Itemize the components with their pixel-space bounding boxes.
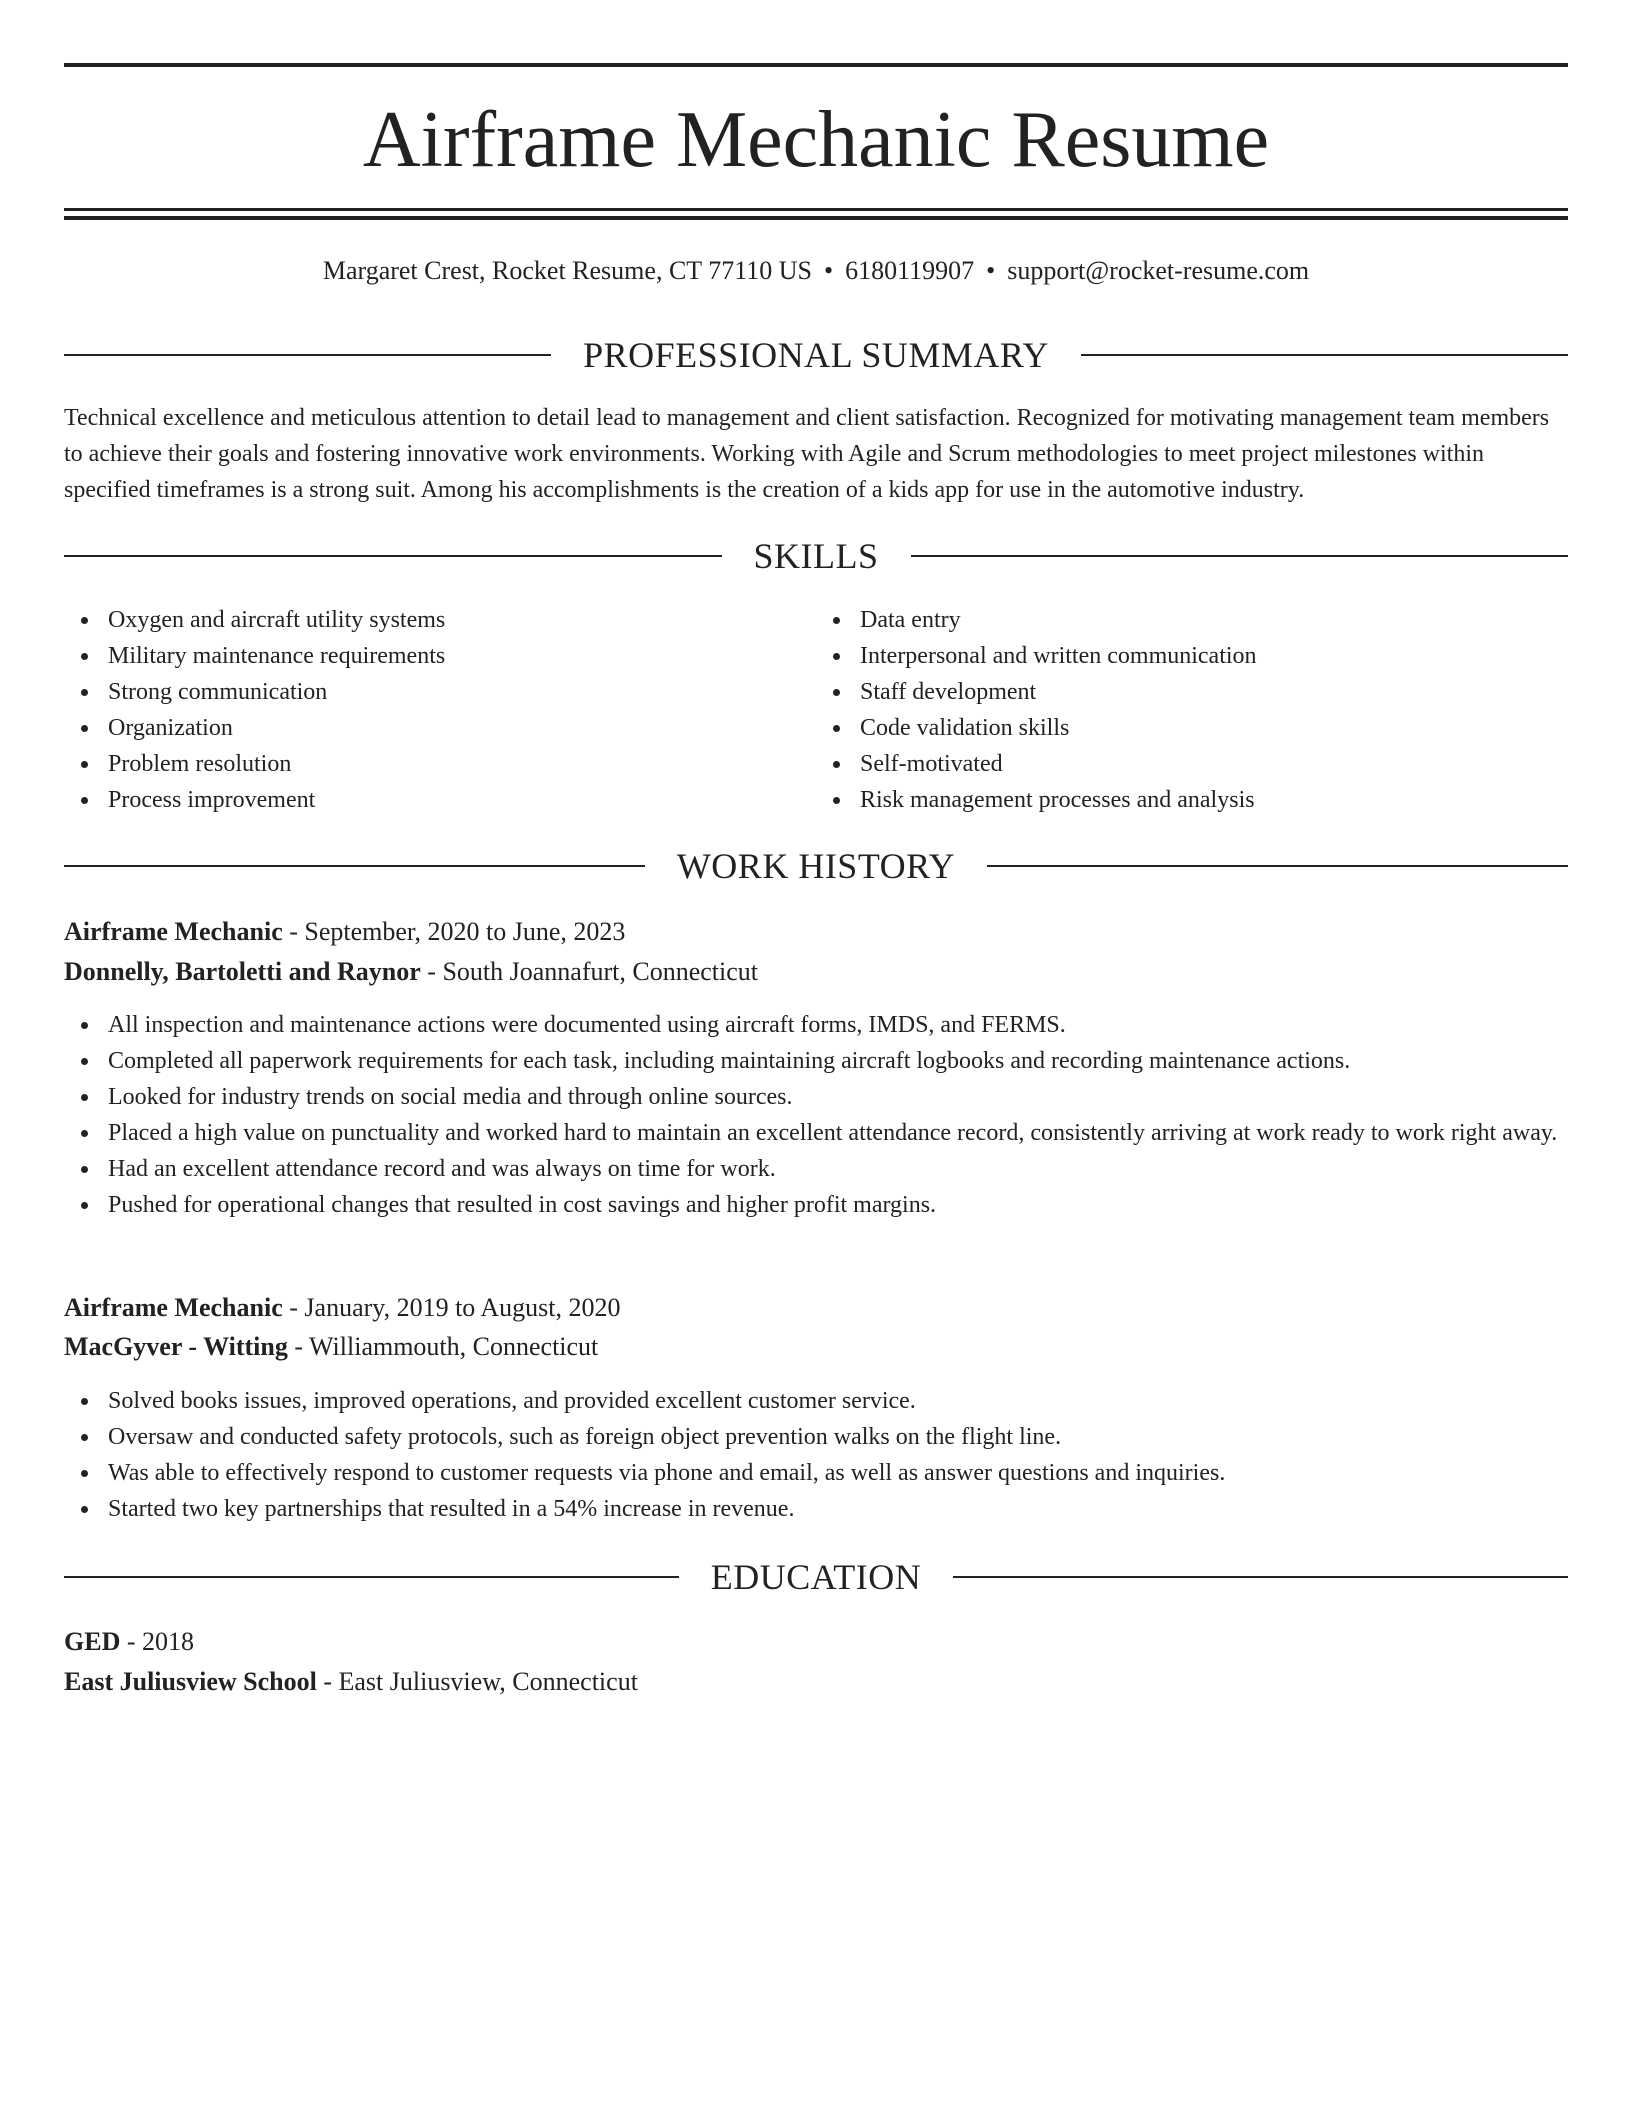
job-company-line <box>64 1327 1568 1367</box>
job-bullet: Had an excellent attendance record and was always on time for work. <box>64 1151 1568 1187</box>
job-location: - South Joannafurt, Connecticut <box>420 957 759 986</box>
skills-column-right <box>816 602 1568 818</box>
heading-rule-right <box>987 865 1568 867</box>
job-bullets <box>64 1383 1568 1527</box>
contact-phone: 6180119907 <box>845 256 975 285</box>
skill-item: Code validation skills <box>816 710 1568 746</box>
job-company-line <box>64 952 1568 992</box>
summary-heading-label: PROFESSIONAL SUMMARY <box>583 335 1049 375</box>
job-dates: - September, 2020 to June, 2023 <box>282 917 626 946</box>
job-bullet: Completed all paperwork requirements for each task, including maintaining aircraft logbooks and recording maintenance actions. <box>64 1043 1568 1079</box>
summary-text: Technical excellence and meticulous attention to detail lead to management and client satisfaction. Recognized for motivating management team members to achieve their goals and fostering innovative work environments. Working with Agile and Scrum methodologies to meet project milestones within specified timeframes is a strong suit. Among his accomplishments is the creation of a kids app for use in the automotive industry. <box>64 405 1550 503</box>
skills-column-left <box>64 602 816 818</box>
skill-item: Interpersonal and written communication <box>816 638 1568 674</box>
education-year: - 2018 <box>120 1627 195 1656</box>
job-dates: - January, 2019 to August, 2020 <box>282 1293 621 1322</box>
contact-line <box>64 253 1568 289</box>
skill-item: Problem resolution <box>64 746 816 782</box>
education-degree: GED <box>64 1627 121 1656</box>
contact-email: support@rocket-resume.com <box>1007 256 1310 285</box>
job-title: Airframe Mechanic <box>64 1293 283 1322</box>
job-bullet: Started two key partnerships that resulted in a 54% increase in revenue. <box>64 1491 1568 1527</box>
work-history-heading <box>64 844 1568 888</box>
job-title-line <box>64 912 1568 952</box>
job-bullet: Looked for industry trends on social media and through online sources. <box>64 1079 1568 1115</box>
education-location: - East Juliusview, Connecticut <box>316 1667 638 1696</box>
skill-item: Strong communication <box>64 674 816 710</box>
skill-item: Organization <box>64 710 816 746</box>
education-school-line <box>64 1662 1568 1702</box>
heading-rule-right <box>911 555 1569 557</box>
skills-heading <box>64 534 1568 578</box>
skill-item: Process improvement <box>64 782 816 818</box>
contact-separator: • <box>823 256 834 285</box>
contact-separator: • <box>986 256 996 285</box>
heading-rule-right <box>953 1576 1568 1578</box>
heading-rule-left <box>64 555 722 557</box>
summary-heading <box>64 333 1568 377</box>
skill-item: Risk management processes and analysis <box>816 782 1568 818</box>
skill-item: Military maintenance requirements <box>64 638 816 674</box>
job-bullet: All inspection and maintenance actions were documented using aircraft forms, IMDS, and FERMS. <box>64 1007 1568 1043</box>
job-bullet: Placed a high value on punctuality and worked hard to maintain an excellent attendance record, consistently arriving at work ready to work right away. <box>64 1115 1568 1151</box>
page-title: Airframe Mechanic Resume <box>362 96 1270 184</box>
heading-rule-left <box>64 1576 679 1578</box>
skills-heading-label: SKILLS <box>753 536 879 576</box>
job-bullets <box>64 1007 1568 1223</box>
heading-rule-left <box>64 865 645 867</box>
title-double-rule <box>64 208 1568 220</box>
top-rule <box>64 63 1568 67</box>
job-bullet: Oversaw and conducted safety protocols, such as foreign object prevention walks on the flight line. <box>64 1419 1568 1455</box>
job-bullet: Was able to effectively respond to customer requests via phone and email, as well as answer questions and inquiries. <box>64 1455 1568 1491</box>
job-title-line <box>64 1288 1568 1328</box>
education-heading <box>64 1555 1568 1599</box>
job-bullet: Pushed for operational changes that resulted in cost savings and higher profit margins. <box>64 1187 1568 1223</box>
skill-item: Oxygen and aircraft utility systems <box>64 602 816 638</box>
heading-rule-left <box>64 354 551 356</box>
skill-item: Staff development <box>816 674 1568 710</box>
education-school: East Juliusview School <box>64 1667 317 1696</box>
job-title: Airframe Mechanic <box>64 917 283 946</box>
education-degree-line <box>64 1622 1568 1662</box>
job-company: Donnelly, Bartoletti and Raynor <box>64 957 421 986</box>
education-heading-label: EDUCATION <box>710 1557 922 1597</box>
contact-address: Margaret Crest, Rocket Resume, CT 77110 US <box>322 256 812 285</box>
heading-rule-right <box>1081 354 1568 356</box>
skill-item: Data entry <box>816 602 1568 638</box>
job-bullet: Solved books issues, improved operations, and provided excellent customer service. <box>64 1383 1568 1419</box>
job-company: MacGyver - Witting <box>64 1332 288 1361</box>
work-history-heading-label: WORK HISTORY <box>676 846 956 886</box>
skill-item: Self-motivated <box>816 746 1568 782</box>
skills-list <box>64 602 1568 818</box>
job-location: - Williammouth, Connecticut <box>287 1332 599 1361</box>
